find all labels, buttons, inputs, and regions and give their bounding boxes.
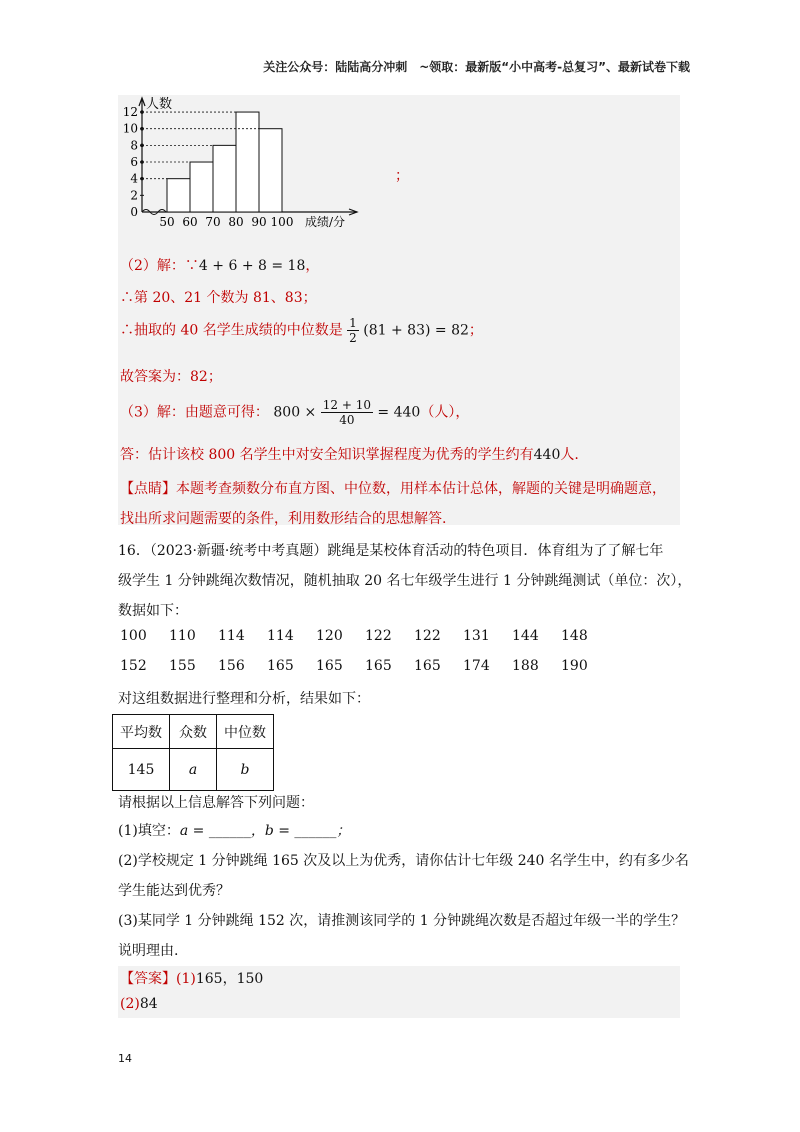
y-tick-label: 8: [130, 138, 138, 153]
data-value: 188: [512, 658, 539, 674]
solution-p2-answer: 故答案为：82；: [120, 369, 222, 385]
question-2-line1: (2)学校规定 1 分钟跳绳 165 次及以上为优秀，请你估计七年级 240 名学生中，约有多少名: [118, 853, 689, 869]
axis-point: [140, 110, 144, 114]
table-value-mode: a: [170, 749, 217, 791]
data-value: 190: [561, 658, 588, 674]
question-2-line2: 学生能达到优秀？: [118, 883, 230, 899]
x-tick-label: 80: [228, 215, 244, 229]
y-tick-label: 12: [122, 105, 138, 120]
x-tick-label: 60: [182, 215, 198, 229]
fraction-half: $\frac{1}{2}$: [349, 316, 357, 345]
histogram-bar: [167, 179, 190, 212]
table-value-mean: 145: [113, 749, 170, 791]
y-axis-label: 人数: [146, 97, 173, 112]
data-value: 114: [267, 628, 294, 644]
data-value: 131: [463, 628, 490, 644]
histogram-chart: [112, 92, 362, 232]
comment-line2: 找出所求问题需要的条件，利用数形结合的思想解答.: [120, 511, 447, 527]
solution-p2-line1: （2）解：∵4 + 6 + 8 = 18，: [120, 258, 320, 274]
axis-point: [140, 144, 144, 148]
table-header-mean: 平均数: [113, 715, 170, 749]
data-value: 165: [316, 658, 343, 674]
question-3-line1: (3)某同学 1 分钟跳绳 152 次，请推测该同学的 1 分钟跳绳次数是否超过年级一半的学生？: [118, 913, 686, 929]
data-value: 114: [218, 628, 245, 644]
answer-line-1: 【答案】(1)165，150: [120, 971, 264, 987]
histogram-bar: [236, 112, 259, 212]
histogram-bar: [190, 162, 213, 212]
data-value: 120: [316, 628, 343, 644]
data-value: 122: [414, 628, 441, 644]
data-value: 152: [120, 658, 147, 674]
y-tick-label: 6: [130, 155, 138, 170]
stats-table: [112, 714, 274, 791]
comment-line1: 【点睛】本题考查频数分布直方图、中位数，用样本估计总体，解题的关键是明确题意，: [120, 481, 666, 497]
answer-line-2: (2)84: [120, 996, 158, 1012]
data-value: 165: [267, 658, 294, 674]
data-value: 148: [561, 628, 588, 644]
y-tick-label: 4: [130, 171, 138, 186]
data-value: 156: [218, 658, 245, 674]
data-row-1: [120, 628, 610, 644]
data-value: 165: [414, 658, 441, 674]
axis-point: [140, 177, 144, 181]
table-header-median: 中位数: [217, 715, 274, 749]
y-tick-label: 2: [130, 188, 138, 203]
data-value: 100: [120, 628, 147, 644]
question-3-line2: 说明理由.: [118, 943, 179, 959]
problem16-line1: 16．（2023·新疆·统考中考真题）跳绳是某校体育活动的特色项目．体育组为了了解七年: [118, 543, 664, 559]
table-header-mode: 众数: [170, 715, 217, 749]
data-row-2: [120, 658, 610, 674]
solution-p3-answer: 答：估计该校 800 名学生中对安全知识掌握程度为优秀的学生约有440人.: [120, 447, 579, 463]
x-tick-label: 70: [205, 215, 221, 229]
solution-p3-line: （3）解：由题意可得： 800 × $\frac{12 + 10}{40}$ = 440（人），: [120, 398, 470, 427]
problem16-line2: 级学生 1 分钟跳绳次数情况，随机抽取 20 名七年级学生进行 1 分钟跳绳测试（单位：次），: [118, 573, 692, 589]
data-value: 144: [512, 628, 539, 644]
x-tick-label: 100: [270, 215, 294, 229]
chart-side-mark: ；: [395, 168, 409, 184]
table-value-median: b: [217, 749, 274, 791]
ask-text: 请根据以上信息解答下列问题：: [118, 795, 314, 811]
fraction-ratio: $\frac{12 + 10}{40}$: [322, 398, 371, 427]
solution-p2-line3: ∴抽取的 40 名学生成绩的中位数是 $\frac{1}{2}$ (81 + 83) = 82；: [120, 316, 483, 345]
x-tick-label: 50: [159, 215, 175, 229]
data-value: 165: [365, 658, 392, 674]
y-tick-label: 10: [122, 121, 138, 136]
page-number: 14: [118, 1052, 132, 1065]
x-tick-label: 90: [251, 215, 267, 229]
math-sum: 4 + 6 + 8 = 18: [198, 258, 306, 274]
data-value: 174: [463, 658, 490, 674]
histogram-bar: [213, 145, 236, 212]
analysis-text: 对这组数据进行整理和分析，结果如下：: [118, 691, 370, 707]
data-value: 155: [169, 658, 196, 674]
solution-p2-line2: ∴第 20、21 个数为 81、83；: [120, 290, 317, 306]
axis-point: [140, 127, 144, 131]
data-value: 122: [365, 628, 392, 644]
x-axis-label: 成绩/分: [305, 215, 346, 229]
y-tick-label: 0: [130, 205, 138, 219]
question-1: (1)填空：a = ______，b = ______；: [118, 823, 351, 839]
problem16-line3: 数据如下：: [118, 603, 188, 619]
histogram-bar: [259, 129, 282, 212]
page-header: 关注公众号：陆陆高分冲刺 ~领取：最新版“小中高考-总复习”、最新试卷下载: [263, 60, 690, 74]
data-value: 110: [169, 628, 196, 644]
axis-point: [140, 160, 144, 164]
